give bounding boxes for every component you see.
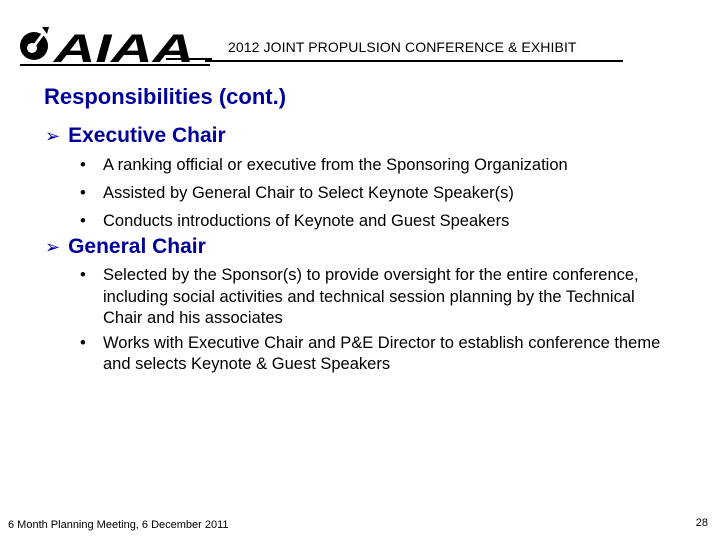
list-item: • A ranking official or executive from the Sponsoring Organization: [80, 156, 568, 174]
conference-title: 2012 JOINT PROPULSION CONFERENCE & EXHIBIT: [228, 39, 577, 55]
arrow-bullet-icon: ➢: [45, 237, 61, 258]
list-item: • Selected by the Sponsor(s) to provide oversight for the entire conference, including social activities and technical session planning by the Technical Chair and his associates: [80, 266, 639, 327]
slide-title: Responsibilities (cont.): [44, 84, 287, 109]
page-number: 28: [695, 517, 708, 529]
general-chair-bullets: [78, 265, 678, 383]
list-item: • Conducts introductions of Keynote and Guest Speakers: [80, 212, 510, 230]
footer-meeting: 6 Month Planning Meeting, 6 December 2011: [8, 519, 229, 531]
list-item: • Works with Executive Chair and P&E Director to establish conference theme and selects Keynote & Guest Speakers: [80, 333, 661, 373]
section-heading-label: General Chair: [68, 235, 206, 258]
section-heading-general-chair: [45, 235, 206, 259]
section-heading-label: Executive Chair: [68, 124, 226, 147]
section-heading-executive-chair: [45, 124, 226, 148]
list-item: • Assisted by General Chair to Select Keynote Speaker(s): [80, 184, 514, 202]
logo-text: AIAA: [52, 27, 194, 70]
aiaa-logo: [16, 18, 216, 70]
arrow-bullet-icon: ➢: [45, 126, 61, 147]
executive-chair-bullets: [78, 155, 678, 240]
header-rule: [205, 60, 623, 62]
